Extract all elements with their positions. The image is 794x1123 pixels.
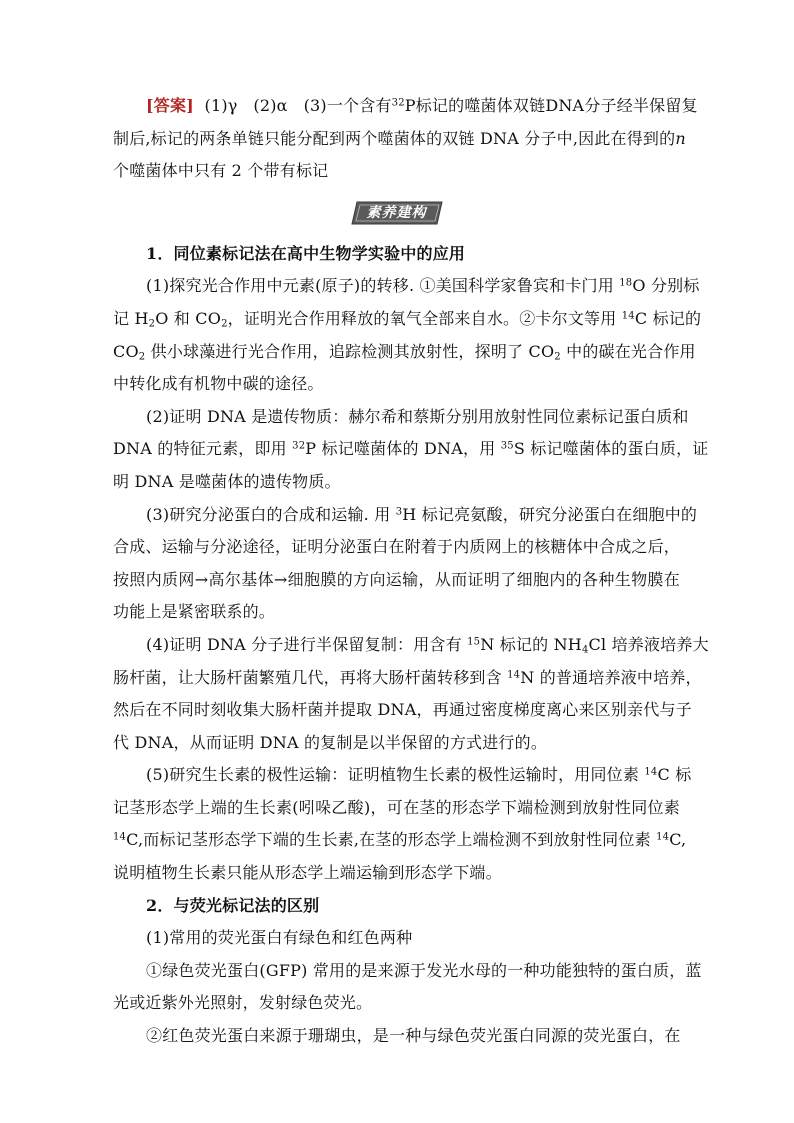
- s1-p4-line-3: 然后在不同时刻收集大肠杆菌并提取 DNA，再通过密度梯度离心来区别亲代与子: [113, 700, 692, 720]
- s1-p4-line-2: 肠杆菌，让大肠杆菌繁殖几代，再将大肠杆菌转移到含 $^{14}$N 的普通培养液中培养，: [113, 667, 702, 687]
- s1-p1-line-2: 记 $H_2O$ 和 $CO_2$，证明光合作用释放的氧气全部来自水。②卡尔文等用 $^{14}$C 标记的: [113, 308, 702, 330]
- page-content: [113, 90, 709, 1053]
- section-2-heading: 2．与荧光标记法的区别: [146, 895, 320, 915]
- answer-part-3: (3)一个含有: [303, 96, 392, 115]
- s1-p3-line-4: 功能上是紧密联系的。: [113, 602, 276, 622]
- section-banner-title: 素养建构: [366, 204, 427, 221]
- section-banner: [351, 201, 443, 225]
- s1-p4-line-1: (4)证明 DNA 分子进行半保留复制：用含有 $^{15}$N 标记的 $NH_4Cl$ 培养液培养大: [146, 634, 709, 656]
- s1-p2-line-2: DNA 的特征元素，即用 $^{32}$P 标记噬菌体的 DNA，用 $^{35}$S 标记噬菌体的蛋白质，证: [113, 439, 709, 459]
- s1-p5-line-3: $^{14}$C,而标记茎形态学下端的生长素,在茎的形态学上端检测不到放射性同位素 $^{14}$C,: [113, 830, 687, 850]
- s1-p1-line-3: $CO_2$ 供小球藻进行光合作用，追踪检测其放射性，探明了 $CO_2$ 中的碳在光合作用: [113, 341, 696, 363]
- s1-p2-line-3: 明 DNA 是噬菌体的遗传物质。: [113, 471, 341, 491]
- s2-item-1-line-1: ①绿色荧光蛋白(GFP) 常用的是来源于发光水母的一种功能独特的蛋白质，蓝: [146, 960, 702, 980]
- answer-line-2: 制后,标记的两条单链只能分配到两个噬菌体的双链 DNA 分子中,因此在得到的n: [113, 128, 686, 148]
- s1-p3-line-2: 合成、运输与分泌途径，证明分泌蛋白在附着于内质网上的核糖体中合成之后，: [113, 537, 681, 557]
- section-banner-row: [113, 192, 680, 234]
- s1-p3-line-1: (3)研究分泌蛋白的合成和运输. 用 $^3$H 标记亮氨酸，研究分泌蛋白在细胞中的: [146, 504, 698, 524]
- s1-p5-line-2: 记茎形态学上端的生长素(吲哚乙酸)，可在茎的形态学下端检测到放射性同位素: [113, 797, 680, 817]
- answer-tag: [答案]: [146, 96, 194, 115]
- s1-p5-line-1: (5)研究生长素的极性运输：证明植物生长素的极性运输时，用同位素 $^{14}$C 标: [146, 765, 692, 785]
- s2-item-2-line-1: ②红色荧光蛋白来源于珊瑚虫，是一种与绿色荧光蛋白同源的荧光蛋白，在: [146, 1026, 681, 1046]
- answer-line-3: 个噬菌体中只有 2 个带有标记: [113, 161, 329, 181]
- s1-p2-line-1: (2)证明 DNA 是遗传物质：赫尔希和蔡斯分别用放射性同位素标记蛋白质和: [146, 406, 689, 426]
- answer-part-2: (2)α: [253, 96, 288, 115]
- answer-part-1: (1)γ: [204, 96, 238, 115]
- s1-p3-line-3: 按照内质网→高尔基体→细胞膜的方向运输，从而证明了细胞内的各种生物膜在: [113, 569, 680, 589]
- s2-sub-heading-1: (1)常用的荧光蛋白有绿色和红色两种: [146, 928, 413, 948]
- s2-item-1-line-2: 光或近紫外光照射，发射绿色荧光。: [113, 993, 373, 1013]
- variable-n: n: [675, 128, 686, 148]
- s1-p4-line-4: 代 DNA，从而证明 DNA 的复制是以半保留的方式进行的。: [113, 732, 548, 752]
- section-1-heading: 1．同位素标记法在高中生物学实验中的应用: [146, 243, 466, 263]
- answer-line-1: [答案] (1)γ (2)α (3)一个含有$^{32}$P标记的噬菌体双链DNA分子经半保留复: [146, 96, 698, 115]
- s1-p5-line-4: 说明植物生长素只能从形态学上端运输到形态学下端。: [113, 863, 502, 883]
- s1-p1-line-1: (1)探究光合作用中元素(原子)的转移. ①美国科学家鲁宾和卡门用 $^{18}$O 分别标: [146, 276, 700, 296]
- s1-p1-line-4: 中转化成有机物中碳的途径。: [113, 374, 324, 394]
